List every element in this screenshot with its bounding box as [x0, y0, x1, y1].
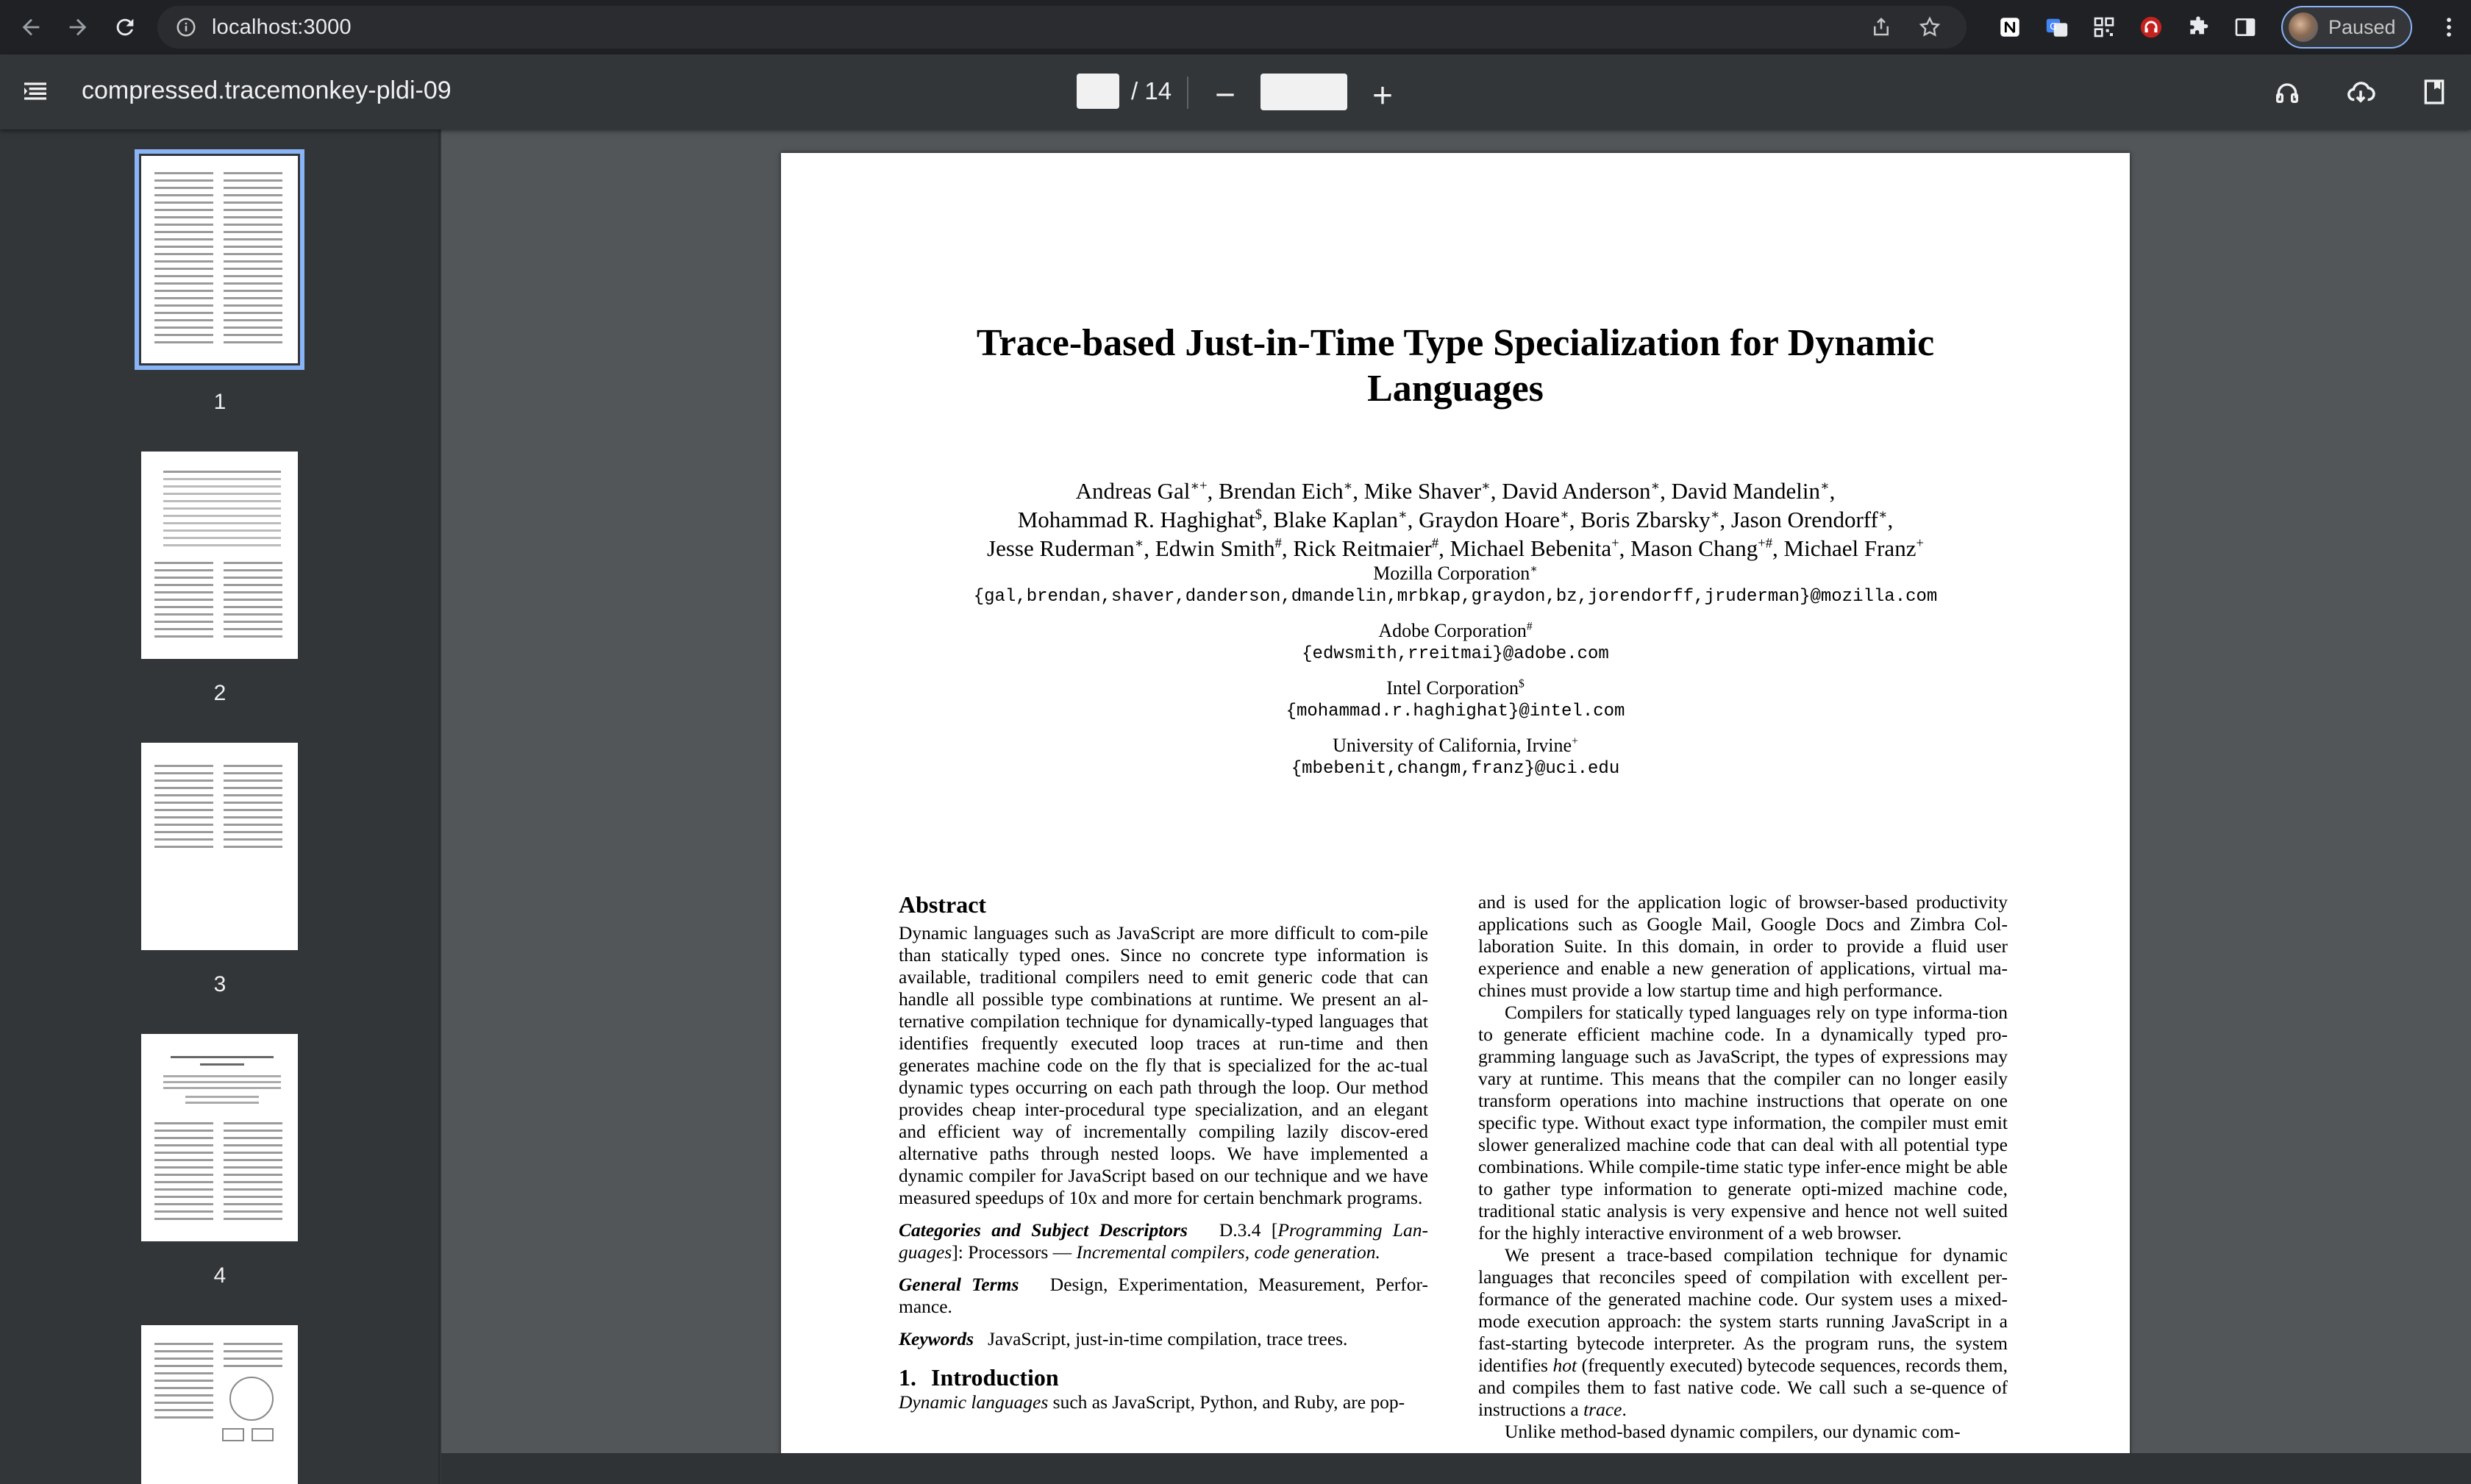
- author-list: [781, 477, 2130, 563]
- bookmark-star-icon[interactable]: [1915, 13, 1944, 42]
- thumbnail-page-number: 1: [213, 390, 227, 414]
- author-line: Mohammad R. Haghighat$, Blake Kaplan∗, Graydon Hoare∗, Boris Zbarsky∗, Jason Orendorff∗,: [1017, 507, 1894, 532]
- page-thumbnail[interactable]: [141, 1325, 298, 1484]
- forward-button[interactable]: [54, 0, 101, 54]
- notion-extension-icon[interactable]: [1994, 12, 2025, 43]
- plus-icon: [1368, 76, 1397, 112]
- author-line: Andreas Gal∗+, Brendan Eich∗, Mike Shaver∗, David Anderson∗, David Mandelin∗,: [1075, 478, 1836, 504]
- paper-title: Trace-based Just-in-Time Type Specialization for Dynamic Languages: [976, 322, 1935, 410]
- minus-icon: [1210, 74, 1240, 109]
- thumbnail-sidebar: [0, 129, 440, 1484]
- keywords: Keywords JavaScript, just-in-time compilation, trace trees.: [899, 1328, 1348, 1349]
- thumbnail-page-number: 4: [213, 1263, 227, 1288]
- body-paragraph: Unlike method-based dynamic compilers, our dynamic com-: [1505, 1421, 1961, 1442]
- site-info-icon[interactable]: [174, 15, 199, 40]
- headphones-extension-icon[interactable]: [2136, 12, 2167, 43]
- sidebar-toggle-button[interactable]: [21, 76, 50, 106]
- author-line: Jesse Ruderman∗, Edwin Smith#, Rick Reitmaier#, Michael Bebenita+, Mason Chang+#, Michael Franz+: [987, 535, 1924, 561]
- categories-descriptors: Categories and Subject Descriptors D.3.4 [Programming Lan-guages]: Processors — Incremental compilers, code generation.: [899, 1219, 1428, 1263]
- side-panel-icon[interactable]: [2230, 12, 2261, 43]
- back-button[interactable]: [7, 0, 54, 54]
- affiliation: Mozilla Corporation∗ {gal,brendan,shaver,danderson,dmandelin,mrbkap,graydon,bz,jorendorff,jruderman}@mozilla.com: [973, 563, 1938, 607]
- page-thumbnail[interactable]: [141, 452, 298, 659]
- zoom-out-button[interactable]: [1210, 74, 1240, 109]
- headphones-icon: [2272, 77, 2302, 107]
- arrow-left-icon: [18, 15, 43, 40]
- affiliation: Adobe Corporation# {edwsmith,rreitmai}@adobe.com: [1302, 620, 1609, 664]
- cloud-download-icon: [2345, 76, 2376, 107]
- page-selector: [1077, 74, 1172, 109]
- reload-icon: [113, 15, 138, 40]
- general-terms: General Terms Design, Experimentation, Measurement, Perfor-mance.: [899, 1274, 1429, 1317]
- arrow-right-icon: [65, 15, 90, 40]
- right-column: [1478, 891, 2008, 1443]
- more-vert-icon: [2436, 15, 2461, 40]
- body-paragraph: We present a trace-based compilation technique for dynamic languages that reconciles speed of compilation with excellent per-formance of the generated machine code. Our system uses a mixed-mode execution approach: the system starts running JavaScript in a fast-starting bytecode interpreter. As the program runs, the system identifies hot (frequently executed) bytecode sequences, records them, and compiles them to fast native code. We call such a se-quence of instructions a trace.: [1478, 1244, 2008, 1420]
- translate-extension-icon[interactable]: [2042, 12, 2072, 43]
- page-total: / 14: [1131, 77, 1172, 104]
- zoom-in-button[interactable]: [1368, 76, 1397, 112]
- intro-text: Dynamic languages such as JavaScript, Python, and Ruby, are pop-: [899, 1391, 1405, 1413]
- share-icon[interactable]: [1866, 13, 1896, 42]
- abstract-text: Dynamic languages such as JavaScript are more difficult to com-pile than statically typed ones. Since no concrete type information is available, traditional compilers need to emit generic code that can handle all possible type combinations at runtime. We present an al-ternative compilation technique for dynamically-typed languages that identifies frequently executed loop traces at run-time and then generates machine code on the fly that is specialized for the ac-tual dynamic types occurring on each path through the loop. Our method provides cheap inter-procedural type specialization, and an elegant and efficient way of incrementally compiling lazily discov-ered alternative paths through nested loops. We have implemented a dynamic compiler for JavaScript based on our technique and we have measured speedups of 10x and more for certain benchmark programs.: [899, 922, 1428, 1208]
- download-button[interactable]: [2324, 55, 2397, 129]
- horizontal-scrollbar[interactable]: [441, 1453, 2471, 1484]
- affiliation: Intel Corporation$ {mohammad.r.haghighat}@intel.com: [1286, 677, 1625, 721]
- browser-menu-button[interactable]: [2427, 0, 2471, 54]
- url-text: localhost:3000: [212, 15, 352, 39]
- profile-status: Paused: [2328, 15, 2396, 38]
- puzzle-extensions-icon[interactable]: [2183, 12, 2214, 43]
- address-bar[interactable]: [157, 6, 1967, 49]
- pdf-toolbar: [0, 54, 2471, 129]
- thumbnail-page-number: 3: [213, 972, 227, 996]
- document-title: compressed.tracemonkey-pldi-09: [82, 76, 452, 104]
- avatar: [2289, 13, 2318, 42]
- pdf-page: [781, 153, 2130, 1453]
- body-paragraph: Compilers for statically typed languages rely on type informa-tion to generate efficient machine code. In a dynamically typed pro-gramming language such as JavaScript, the types of expressions may vary at runtime. This means that the compiler can no longer easily transform operations into machine instructions that operate on one specific type. Without exact type information, the compiler must emit slower generalized machine code that can deal with all potential type combinations. While compile-time static type infer-ence might be able to gather type information to generate opti-mized machine code, traditional static analysis is very expensive and hence not well suited for the highly interactive environment of a web browser.: [1478, 1002, 2008, 1244]
- read-aloud-button[interactable]: [2250, 55, 2324, 129]
- thumbnail-page-number: 2: [213, 681, 227, 705]
- affiliation: University of California, Irvine+ {mbebenit,changm,franz}@uci.edu: [1291, 735, 1620, 779]
- extensions-area: [1994, 6, 2261, 49]
- toolbar-divider: [1187, 76, 1188, 109]
- bookmark-icon: [2420, 77, 2449, 107]
- qr-code-extension-icon[interactable]: [2089, 12, 2119, 43]
- page-thumbnail[interactable]: [141, 743, 298, 950]
- menu-icon: [21, 76, 50, 106]
- browser-toolbar: [0, 0, 2471, 54]
- abstract-heading: Abstract: [899, 891, 987, 918]
- profile-button[interactable]: [2281, 6, 2412, 49]
- body-paragraph: and is used for the application logic of browser-based productivity applications such as Google Mail, Google Docs and Zimbra Col-laboration Suite. In this domain, in order to provide a fluid user experience and enable a new generation of applications, virtual ma-chines must provide a low startup time and high performance.: [1478, 891, 2008, 1001]
- bookmark-button[interactable]: [2397, 55, 2471, 129]
- page-thumbnail[interactable]: [141, 1034, 298, 1241]
- left-column: [899, 891, 1428, 1413]
- section-heading: 1. Introduction: [899, 1364, 1059, 1391]
- pdf-viewer[interactable]: [441, 129, 2471, 1453]
- reload-button[interactable]: [101, 0, 149, 54]
- page-thumbnail[interactable]: [141, 156, 298, 363]
- page-number-input[interactable]: [1077, 74, 1119, 109]
- svg-text:G: G: [2050, 21, 2057, 32]
- zoom-input[interactable]: [1261, 74, 1347, 110]
